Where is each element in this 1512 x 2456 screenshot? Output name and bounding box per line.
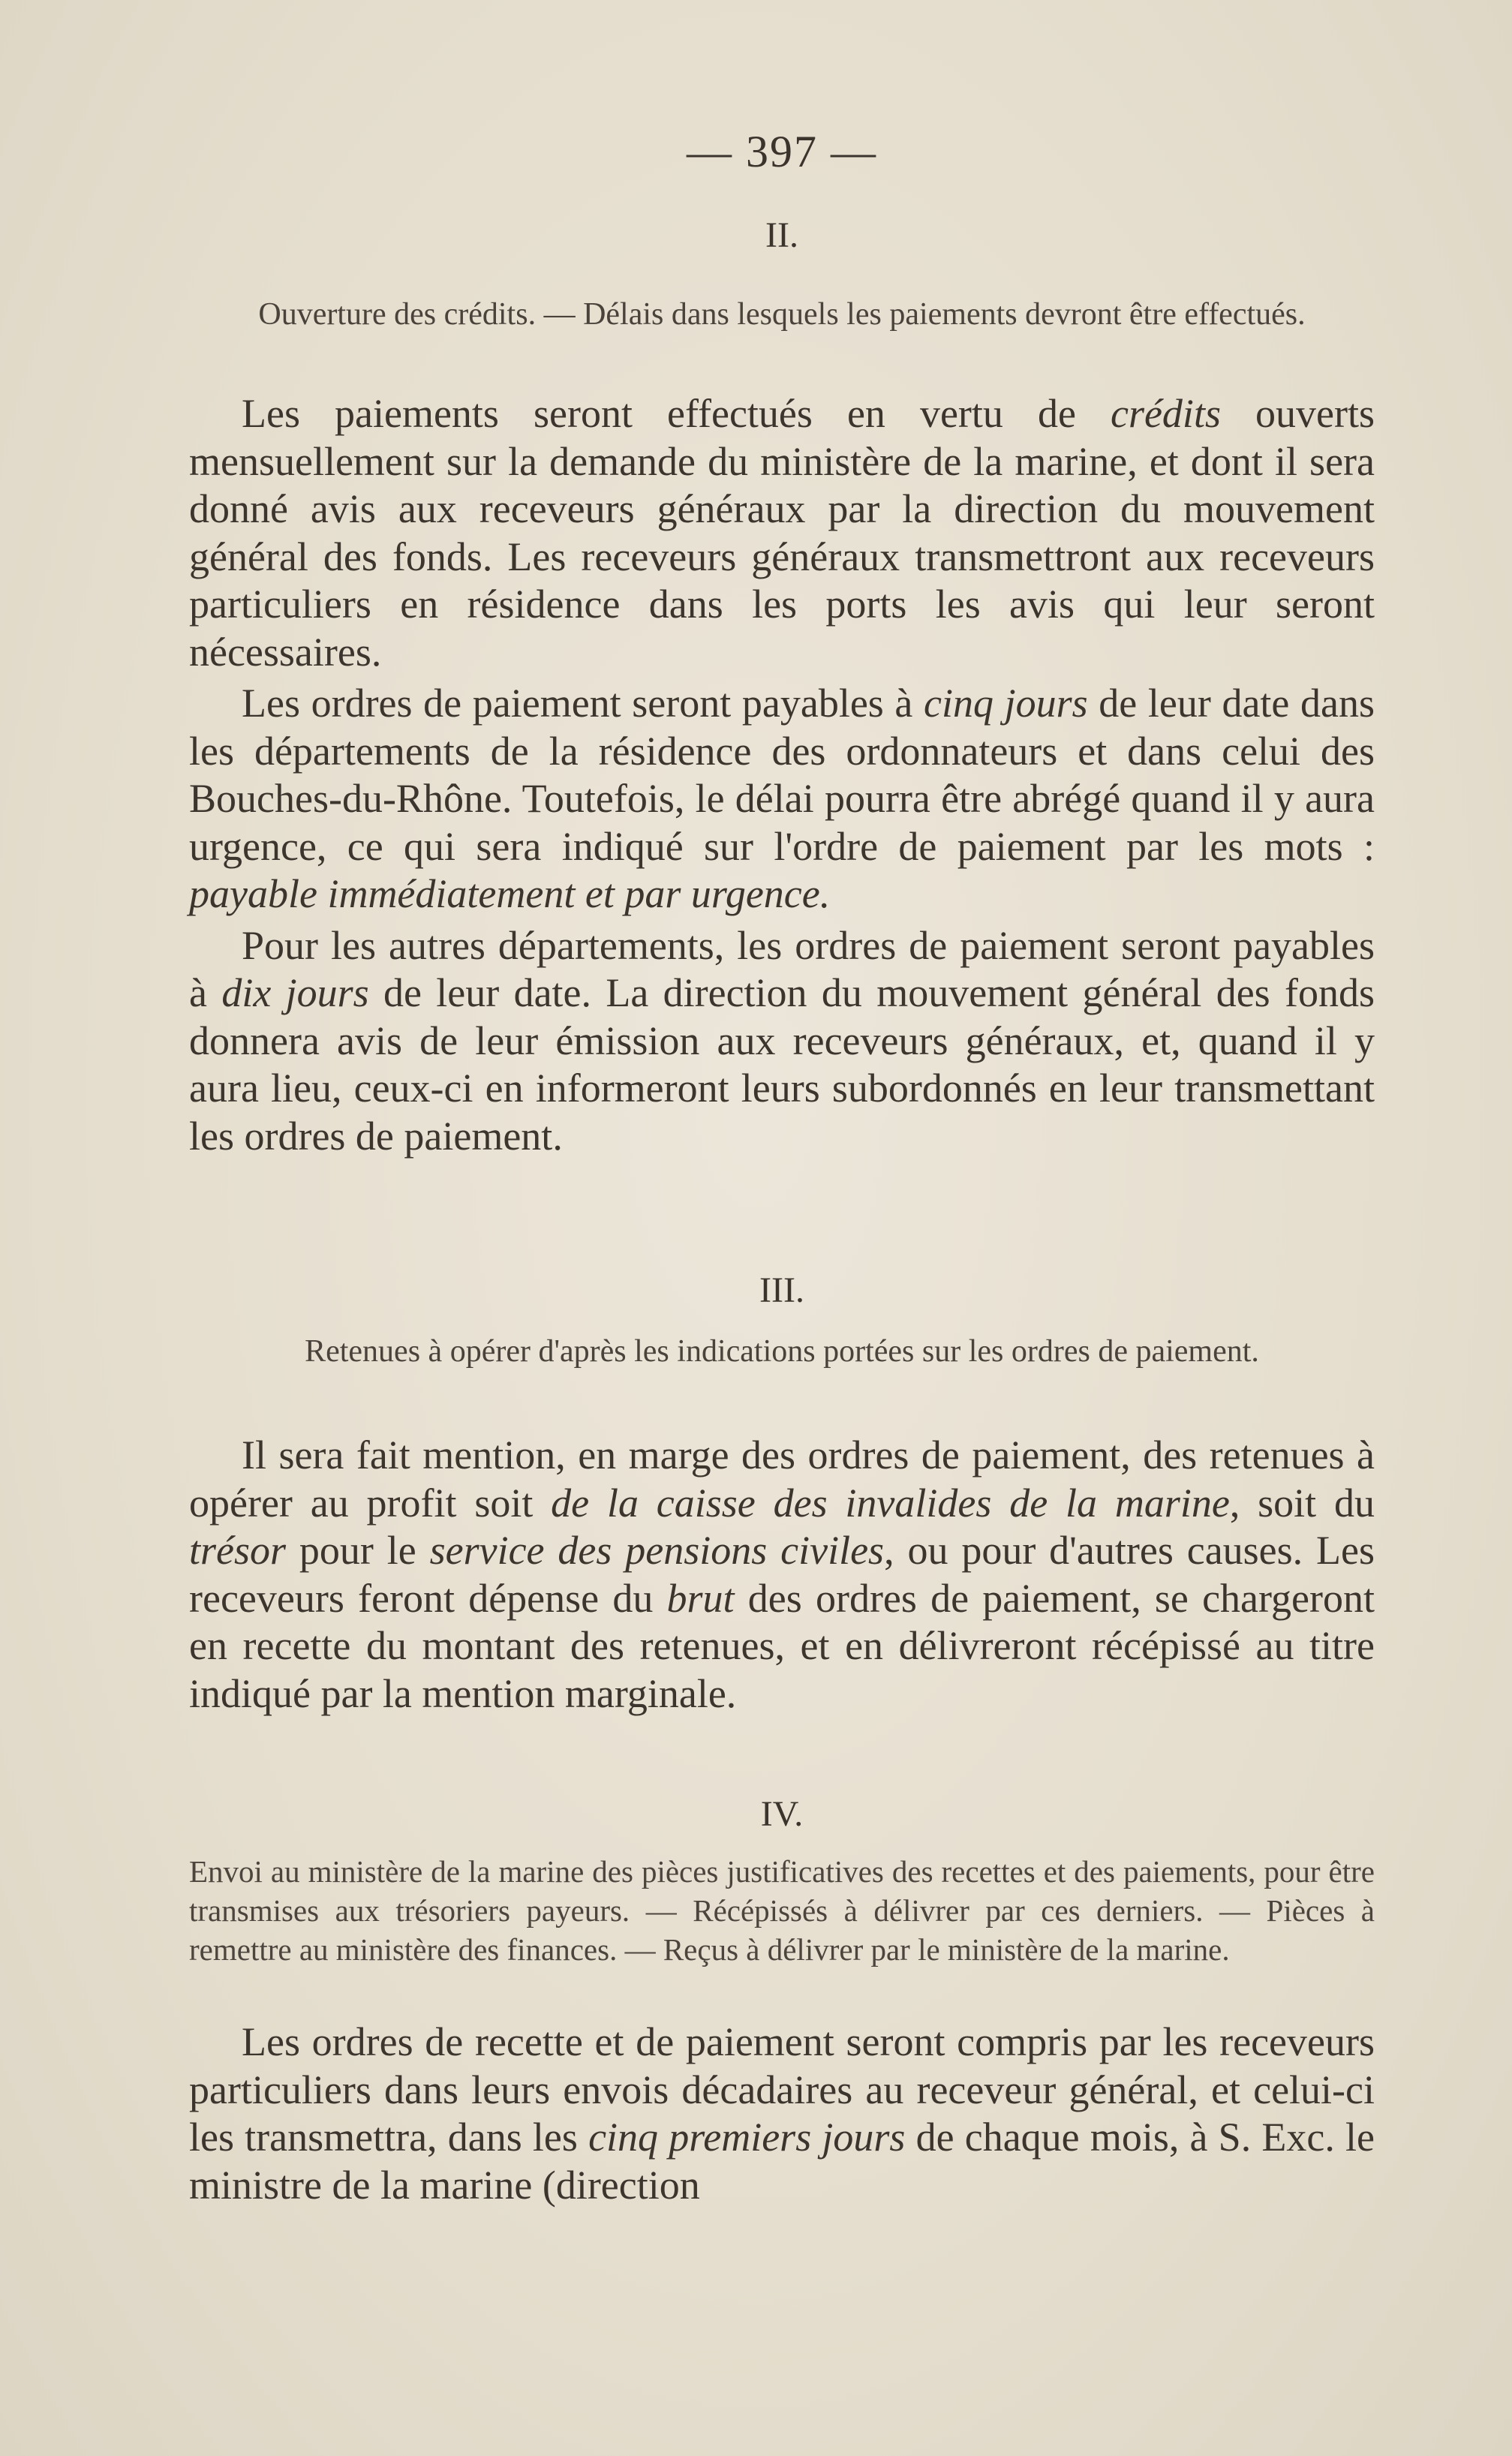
text-run: , ou pour d'autres causes. Les receveurs feront dépense du — [189, 1528, 1375, 1621]
italic-text: crédits — [1110, 391, 1221, 436]
italic-text: cinq premiers jours — [588, 2115, 906, 2160]
italic-text: brut — [666, 1575, 735, 1621]
section-heading-iv: Envoi au ministère de la marine des pièces justificatives des recettes et des paiements, pour être transmises aux trésoriers payeurs. — Récépissés à délivrer par ces derniers. — Pièces à remettre au ministère des finances. — Reçus à délivrer par le ministère de la marine. — [189, 1854, 1375, 1967]
text-run: Pour les autres départements, les ordres de paiement seront payables à — [189, 922, 1375, 1015]
text-run: Il sera fait mention, en marge des ordres de paiement, des retenues à opérer au profit soit — [189, 1432, 1375, 1526]
paragraph — [189, 390, 1375, 676]
italic-text: dix jours — [221, 970, 369, 1015]
text-run: Les ordres de paiement seront payables à — [242, 681, 924, 726]
section-numeral-ii: II. — [765, 215, 798, 255]
section-heading-iii: Retenues à opérer d'après les indications portées sur les ordres de paiement. — [305, 1334, 1259, 1369]
section-numeral-iii: III. — [759, 1270, 804, 1310]
text-run: Les paiements seront effectués en vertu de — [242, 391, 1111, 436]
text-run: de leur date dans les départements de la résidence des ordonnateurs et dans celui des Bouches-du-Rhône. Toutefois, le délai pourra être abrégé quand il y aura urgence, ce qui sera indiqué sur l'ordre de paiement par les mots : — [189, 681, 1375, 869]
text-run: de leur date. La direction du mouvement général des fonds donnera avis de leur émission aux receveurs généraux, et, quand il y aura lieu, ceux-ci en informeront leurs subordonnés en leur transmettant les ordres de paiement. — [189, 970, 1375, 1159]
section-body-ii — [189, 390, 1375, 1160]
italic-text: service des pensions civiles — [429, 1528, 885, 1573]
section-body-iv — [189, 2019, 1375, 2209]
paragraph — [189, 2019, 1375, 2209]
text-run: ouverts mensuellement sur la demande du ministère de la marine, et dont il sera donné avis aux receveurs généraux par la direction du mouvement général des fonds. Les receveurs généraux transmettront aux receveurs particuliers en résidence dans les ports les avis qui leur seront nécessaires. — [189, 391, 1375, 675]
text-run: pour le — [286, 1528, 430, 1573]
section-body-iii — [189, 1432, 1375, 1718]
section-heading-ii: Ouverture des crédits. — Délais dans lesquels les paiements devront être effectués. — [258, 297, 1306, 332]
italic-text: de la caisse des invalides de la marine — [551, 1480, 1230, 1526]
page-number: — 397 — — [687, 127, 877, 176]
paragraph — [189, 680, 1375, 918]
text-run: , soit du — [1229, 1480, 1375, 1526]
paragraph — [189, 1432, 1375, 1718]
text-run: Les ordres de recette et de paiement seront compris par les receveurs particuliers dans leurs envois décadaires au receveur général, et celui-ci les transmettra, dans les — [189, 2019, 1375, 2160]
text-run: de chaque mois, à S. Exc. le ministre de la marine (direction — [189, 2115, 1375, 2208]
text-run: des ordres de paiement, se chargeront en recette du montant des retenues, et en délivreront récépissé au titre indiqué par la mention marginale. — [189, 1575, 1375, 1716]
section-numeral-iv: IV. — [760, 1794, 804, 1834]
italic-text: trésor — [189, 1528, 287, 1573]
paragraph — [189, 922, 1375, 1161]
italic-text: payable immédiatement et par urgence. — [189, 871, 831, 916]
italic-text: cinq jours — [924, 681, 1088, 726]
